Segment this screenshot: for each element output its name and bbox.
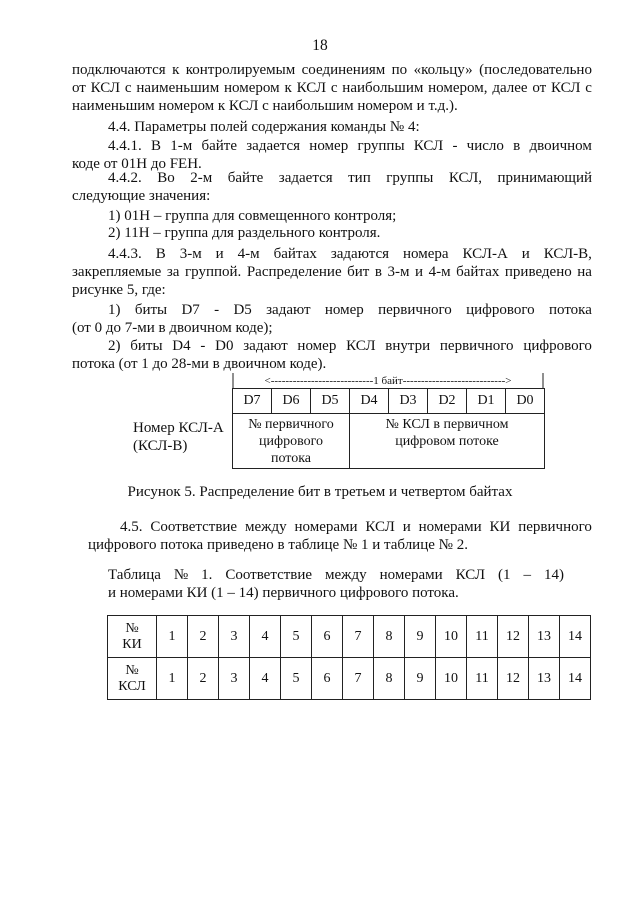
word: между	[244, 519, 287, 535]
text-line	[72, 263, 592, 281]
word: 4.4.3.	[108, 246, 142, 262]
word: от	[532, 80, 547, 96]
word: КСЛ	[90, 80, 121, 96]
word: номером	[224, 80, 280, 96]
word: первичного	[518, 519, 592, 535]
table-cell: 3	[219, 658, 250, 700]
word: В	[150, 138, 161, 154]
table-title	[108, 566, 564, 584]
word: -	[452, 138, 458, 154]
page-number: 18	[312, 37, 328, 54]
word: в	[374, 264, 382, 280]
table-cell: 11	[467, 616, 498, 658]
word: КСЛ-А	[462, 246, 508, 262]
table-cell: 9	[405, 658, 436, 700]
word: 14)	[543, 567, 564, 583]
word: номером,	[428, 80, 488, 96]
word: задается	[246, 138, 301, 154]
word: В	[155, 246, 166, 262]
word: (1	[498, 567, 511, 583]
table-cell: 5	[281, 616, 312, 658]
table-row	[108, 658, 591, 700]
text-line: потока (от 1 до 28-ми в двоичном коде).	[72, 356, 327, 372]
stream-number-desc: № первичного цифрового потока	[233, 414, 350, 469]
word: КИ	[489, 519, 511, 535]
row-label: (КСЛ-В)	[133, 438, 188, 454]
word: –	[523, 567, 531, 583]
word: байтах	[273, 246, 317, 262]
word: КСЛ,	[448, 170, 483, 186]
word: КСЛ-В,	[543, 246, 592, 262]
word: номерами	[294, 519, 358, 535]
word: (последовательно	[479, 62, 592, 78]
table-cell: 5	[281, 658, 312, 700]
word: 4.5.	[120, 519, 143, 535]
word: на	[577, 264, 592, 280]
text-line: рисунке 5, где:	[72, 282, 166, 298]
word: байтах	[456, 264, 500, 280]
list-item	[108, 337, 592, 355]
bit-cell: D4	[350, 389, 389, 414]
text-line: (от 0 до 7-ми в двоичном коде);	[72, 320, 273, 336]
word: D4	[172, 338, 191, 354]
word: номер	[297, 338, 337, 354]
word: задается	[278, 170, 333, 186]
word: номерами	[418, 519, 482, 535]
word: число	[466, 138, 504, 154]
word: 1)	[108, 302, 121, 318]
text-line	[72, 61, 592, 79]
word: 2)	[108, 338, 121, 354]
table-cell: 2	[188, 616, 219, 658]
word: D5	[233, 302, 252, 318]
row-label: Номер КСЛ-А	[133, 420, 224, 436]
word: 4-м	[237, 246, 260, 262]
bit-cell: D3	[389, 389, 428, 414]
word: байте	[201, 138, 237, 154]
row-header: № КИ	[108, 616, 157, 658]
word: и	[415, 264, 424, 280]
word: между	[325, 567, 367, 583]
word: контролируемым	[185, 62, 296, 78]
table-cell: 1	[157, 658, 188, 700]
word: задают	[266, 302, 311, 318]
table-cell: 10	[436, 616, 467, 658]
bit-cell: D7	[233, 389, 272, 414]
text-line	[108, 137, 592, 155]
word: КСЛ	[346, 338, 376, 354]
table-cell: 14	[560, 658, 591, 700]
word: номер	[309, 138, 349, 154]
word: номер	[324, 302, 364, 318]
word: 1-м	[170, 138, 193, 154]
table-cell: 1	[157, 616, 188, 658]
table-cell: 7	[343, 616, 374, 658]
word: КСЛ	[413, 138, 444, 154]
word: 2-м	[190, 170, 213, 186]
word: Соответствие	[150, 519, 238, 535]
word: номера	[402, 246, 449, 262]
bit-cell: D5	[311, 389, 350, 414]
text-line	[108, 245, 592, 263]
word: КСЛ	[551, 80, 581, 96]
section-heading: 4.4. Параметры полей содержания команды № 4:	[108, 119, 420, 135]
table-cell: 6	[312, 616, 343, 658]
table-cell: 2	[188, 658, 219, 700]
word: 4.4.2.	[108, 170, 142, 186]
word: биты	[134, 302, 168, 318]
text-line	[120, 518, 592, 536]
word: внутри	[385, 338, 431, 354]
word: с	[330, 80, 338, 96]
table-row	[108, 616, 591, 658]
table-cell: 4	[250, 658, 281, 700]
ksl-number-desc: № КСЛ в первичном цифровом потоке	[350, 414, 545, 469]
word: от	[72, 80, 86, 96]
word: КСЛ	[455, 567, 486, 583]
word: наибольшим	[342, 80, 424, 96]
word: 4-м	[428, 264, 451, 280]
row-header: № КСЛ	[108, 658, 157, 700]
word: биты	[130, 338, 163, 354]
word: 3-м	[387, 264, 410, 280]
list-item: 2) 11Н – группа для раздельного контроля.	[108, 225, 381, 241]
word: потока	[548, 302, 592, 318]
word: «кольцу»	[413, 62, 473, 78]
bit-cell: D6	[272, 389, 311, 414]
table-title: и номерами КИ (1 – 14) первичного цифрового потока.	[108, 585, 459, 601]
table-cell: 13	[529, 616, 560, 658]
word: D7	[181, 302, 200, 318]
text-line: цифрового потока приведено в таблице № 1 и таблице № 2.	[88, 537, 468, 553]
word: группы	[357, 138, 405, 154]
word: задают	[243, 338, 288, 354]
word: далее	[492, 80, 528, 96]
word: -	[200, 338, 206, 354]
word: КСЛ	[296, 80, 326, 96]
byte-label: <----------------------------1 байт---------------------------->	[264, 375, 512, 387]
word: в	[513, 138, 521, 154]
text-line: наименьшим номером к КСЛ с наибольшим номером и т.д.).	[72, 98, 458, 114]
bit-cell: D2	[428, 389, 467, 414]
word: 3-м	[179, 246, 202, 262]
word: закрепляемые	[72, 264, 162, 280]
word: задаются	[330, 246, 390, 262]
bit-cell: D1	[467, 389, 506, 414]
word: группой.	[184, 264, 242, 280]
word: наименьшим	[136, 80, 220, 96]
word: первичного	[439, 338, 514, 354]
table-cell: 11	[467, 658, 498, 700]
word: группы	[386, 170, 434, 186]
word: за	[166, 264, 180, 280]
word: КСЛ	[365, 519, 395, 535]
word: двоичном	[529, 138, 592, 154]
word: 4.4.1.	[108, 138, 142, 154]
word: цифрового	[523, 338, 592, 354]
word: Распределение	[246, 264, 342, 280]
table-cell: 7	[343, 658, 374, 700]
text-line	[108, 169, 592, 187]
word: Таблица	[108, 567, 161, 583]
word: с	[124, 80, 132, 96]
word: бит	[347, 264, 370, 280]
word: №	[173, 567, 189, 583]
bit-distribution-grid	[232, 388, 545, 469]
table-cell: 10	[436, 658, 467, 700]
word: к	[172, 62, 180, 78]
text-line	[72, 79, 592, 97]
word: с	[585, 80, 592, 96]
word: соединениям	[301, 62, 386, 78]
table-cell: 9	[405, 616, 436, 658]
word: подключаются	[72, 62, 166, 78]
list-item: 1) 01Н – группа для совмещенного контроля;	[108, 208, 397, 224]
word: тип	[348, 170, 371, 186]
table-cell: 8	[374, 616, 405, 658]
table-cell: 12	[498, 658, 529, 700]
word: и	[402, 519, 411, 535]
word: 1.	[201, 567, 213, 583]
table-cell: 13	[529, 658, 560, 700]
table-cell: 4	[250, 616, 281, 658]
word: байте	[227, 170, 264, 186]
word: номерами	[379, 567, 443, 583]
word: Во	[157, 170, 175, 186]
table-cell: 14	[560, 616, 591, 658]
figure-caption: Рисунок 5. Распределение бит в третьем и четвертом байтах	[127, 484, 513, 500]
word: цифрового	[466, 302, 535, 318]
table-cell: 3	[219, 616, 250, 658]
word: по	[391, 62, 408, 78]
word: принимающий	[497, 170, 592, 186]
word: D0	[215, 338, 234, 354]
word: Соответствие	[225, 567, 313, 583]
table-cell: 6	[312, 658, 343, 700]
word: к	[284, 80, 292, 96]
list-item	[108, 301, 592, 319]
word: первичного	[378, 302, 452, 318]
word: и	[215, 246, 224, 262]
word: и	[521, 246, 530, 262]
ki-ksl-table	[107, 615, 591, 700]
word: -	[214, 302, 220, 318]
table-cell: 8	[374, 658, 405, 700]
word: приведено	[504, 264, 572, 280]
text-line: коде от 01Н до FEH.	[72, 156, 202, 172]
table-cell: 12	[498, 616, 529, 658]
bit-cell: D0	[506, 389, 545, 414]
text-line: следующие значения:	[72, 188, 211, 204]
